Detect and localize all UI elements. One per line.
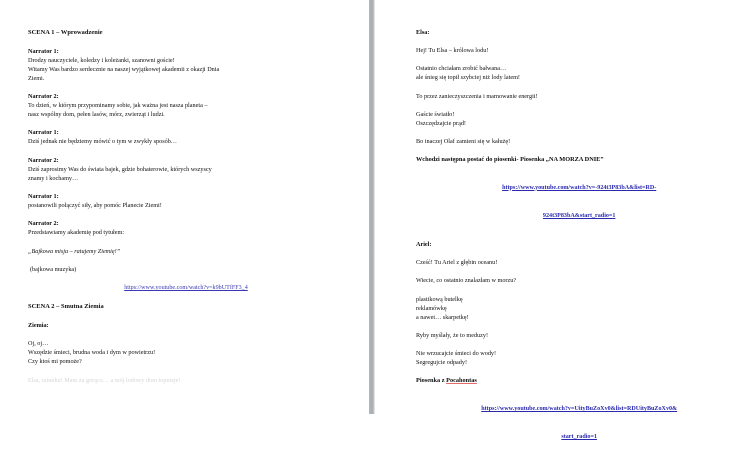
youtube-link-2-line-1[interactable]: https://www.youtube.com/watch?v=-924t3P83bA&list=RD- [502,184,657,191]
dialogue-line: Ziemi. [28,74,45,82]
youtube-link-3-wrapper [416,395,730,424]
speaker-narrator-1b: Narrator 1: [28,129,59,137]
spacer [28,274,344,283]
song-cue-1: Wchodzi następna postać do piosenki- Piosenka „NA MORZA DNIE” [416,156,604,164]
spacer [416,340,730,349]
spacer [28,83,344,92]
dialogue-line: To przez zanieczyszczenia i marnowanie energii! [416,92,538,100]
dialogue-line: Czy ktoś mi pomoże? [28,358,82,366]
song-cue-2-misspelled-word: Pocahontas [446,377,477,385]
dialogue-line-clipped: Elsa, ratunku! Mam za gorąco… a mój lodowy dom topnieje! [28,376,181,384]
dialogue-line: Dziś zaprosimy Was do świata bajek, gdzie bohaterowie, których wszyscy [28,165,212,173]
dialogue-line: Dziś jednak nie będziemy mówić o tym w zwykły sposób… [28,138,177,146]
speaker-narrator-1a: Narrator 1: [28,47,59,55]
page-right-content [416,28,730,452]
spacer [416,285,730,294]
spacer [28,210,344,219]
speaker-ariel: Ariel: [416,240,432,248]
youtube-link-1-wrapper [28,283,344,293]
speaker-narrator-2b: Narrator 2: [28,156,59,164]
dialogue-line: Segregujcie odpady! [416,359,468,367]
spacer [28,119,344,128]
dialogue-line: Hej! Tu Elsa – królowa lodu! [416,47,489,55]
spacer [416,128,730,137]
stage-direction-music: (bajkowa muzyka) [30,265,77,273]
youtube-link-3-wrapper-2 [416,423,730,452]
youtube-link-1[interactable]: https://www.youtube.com/watch?v=k9bUTfFF3_4 [124,284,248,291]
document-page-left[interactable] [0,0,368,414]
spacer [416,249,730,258]
speaker-ziemia: Ziemia: [28,321,49,329]
spacer [28,37,344,46]
dialogue-line: nasz wspólny dom, pełen lasów, mórz, zwierząt i ludzi. [28,111,165,119]
dialogue-line: reklamówkę [416,304,447,312]
spacer [28,147,344,156]
spacer [28,330,344,339]
speaker-narrator-2c: Narrator 2: [28,220,59,228]
youtube-link-2-line-2[interactable]: 924t3P83bA&start_radio=1 [542,213,616,220]
dialogue-line: Drodzy nauczyciele, koledzy i koleżanki, szanowni goście! [28,56,175,64]
scene-1-heading: SCENA 1 – Wprowadzenie [28,29,103,36]
dialogue-line: Ostatnio chciałam zrobić bałwana… [416,65,507,73]
play-title: „Bajkowa misja – ratujemy Ziemię!” [28,247,121,255]
youtube-link-2-wrapper [416,174,730,203]
dialogue-line: plastikową butelkę [416,295,463,303]
youtube-link-3-line-1[interactable]: https://www.youtube.com/watch?v=UityBuZoXv0&list=RDUityBuZoXv0& [481,405,678,412]
spacer [416,55,730,64]
dialogue-line: Oj, oj… [28,340,49,348]
spacer [416,146,730,155]
spacer [416,165,730,174]
speaker-narrator-1c: Narrator 1: [28,193,59,200]
spacer [416,231,730,240]
spacer [28,366,344,375]
spacer [28,293,344,302]
dialogue-line: Wiecie, co ostatnio znalazłam w morzu? [416,277,517,285]
dialogue-line: Ryby myślały, że to meduzy! [416,331,489,339]
dialogue-line: a nawet… skarpetkę! [416,313,469,321]
page-divider [368,0,376,414]
dialogue-line: To dzień, w którym przypominamy sobie, jak ważna jest nasza planeta – [28,102,208,110]
youtube-link-3-line-2[interactable]: start_radio=1 [561,434,597,441]
spacer [28,312,344,321]
dialogue-line: Bo inaczej Olaf zamieni się w kałużę! [416,138,511,146]
dialogue-line: Nie wrzucajcie śmieci do wody! [416,350,497,358]
dialogue-line: znamy i kochamy… [28,174,79,182]
page-left-content [28,28,344,385]
spacer [416,101,730,110]
dialogue-line: postanowili połączyć siły, aby pomóc Planecie Ziemi! [28,202,162,210]
song-cue-2-prefix: Piosenka z [416,377,447,385]
dialogue-line: Cześć! Tu Ariel z głębin oceanu! [416,259,498,267]
dialogue-line: Oszczędzajcie prąd! [416,119,466,127]
dialogue-line: Gaście światło! [416,110,455,118]
spacer [416,267,730,276]
spacer [28,237,344,246]
youtube-link-2-wrapper-2 [416,202,730,231]
spacer [28,183,344,192]
speaker-elsa: Elsa: [416,29,430,36]
speaker-narrator-2a: Narrator 2: [28,92,59,100]
spacer [416,367,730,376]
spacer [416,322,730,331]
dialogue-line: ale śnieg się topił szybciej niż lody latem! [416,74,520,82]
dialogue-line: Przedstawiamy akademię pod tytułem: [28,229,125,237]
dialogue-line: Wszędzie śmieci, brudna woda i dym w powietrzu! [28,349,156,357]
spacer [416,386,730,395]
dialogue-line: Witamy Was bardzo serdecznie na naszej wyjątkowej akademii z okazji Dnia [28,65,220,73]
document-page-right[interactable] [376,0,750,441]
spacer [416,37,730,46]
spacer [28,256,344,265]
song-cue-2 [416,376,730,385]
spacer [416,83,730,92]
scene-2-heading: SCENA 2 – Smutna Ziemia [28,303,104,311]
